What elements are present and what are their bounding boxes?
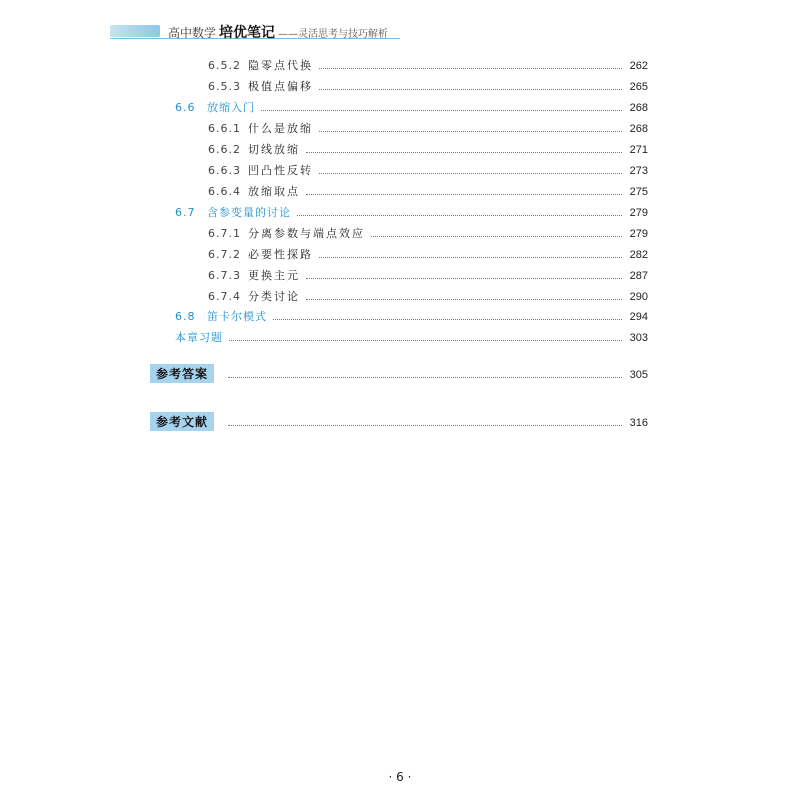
- toc-section-page: 294: [629, 311, 648, 323]
- toc-entry[interactable]: [208, 57, 648, 75]
- toc-section-page: 303: [629, 332, 648, 344]
- toc-entry-number: 6.7.1: [208, 227, 241, 240]
- dot-leader: [319, 257, 622, 258]
- dot-leader: [319, 173, 622, 174]
- toc-entry[interactable]: [208, 267, 648, 285]
- toc-entry-page: 287: [629, 270, 648, 282]
- toc-entry-page: 282: [629, 249, 648, 261]
- toc-entry-title: 凹凸性反转: [248, 164, 313, 177]
- toc-entry-number: 6.6.1: [208, 122, 241, 135]
- dot-leader: [319, 89, 622, 90]
- toc-section[interactable]: [175, 204, 648, 222]
- toc-section-title: 含参变量的讨论: [207, 206, 291, 219]
- toc-entry-number: 6.5.3: [208, 80, 241, 93]
- toc-entry[interactable]: [208, 246, 648, 264]
- toc-entry-page: 275: [629, 186, 648, 198]
- references-title: 参考文献: [150, 412, 214, 431]
- dot-leader: [306, 194, 622, 195]
- toc-entry[interactable]: [208, 225, 648, 243]
- toc-entry-title: 极值点偏移: [248, 80, 313, 93]
- toc-section-exercises[interactable]: [175, 329, 648, 347]
- toc-entry[interactable]: [208, 288, 648, 306]
- toc-entry[interactable]: [208, 120, 648, 138]
- header-title: [168, 22, 388, 42]
- toc-entry-number: 6.5.2: [208, 59, 241, 72]
- toc-entry-title: 隐零点代换: [248, 59, 313, 72]
- toc-entry-title: 分离参数与端点效应: [248, 227, 365, 240]
- toc-entry-title: 什么是放缩: [248, 122, 313, 135]
- dot-leader: [261, 110, 622, 111]
- toc-entry-page: 262: [629, 60, 648, 72]
- header-subject: 高中数学: [168, 26, 217, 40]
- toc-chapter-answers[interactable]: [150, 364, 648, 384]
- dot-leader: [273, 319, 622, 320]
- toc-entry-title: 分类讨论: [248, 290, 300, 303]
- toc-entry-page: 265: [629, 81, 648, 93]
- toc-entry-number: 6.7.2: [208, 248, 241, 261]
- toc-entry-page: 279: [629, 228, 648, 240]
- dot-leader: [228, 425, 622, 426]
- dot-leader: [297, 215, 622, 216]
- dot-leader: [319, 68, 622, 69]
- toc-section-number: 6.6: [175, 101, 196, 114]
- toc-section[interactable]: [175, 308, 648, 326]
- toc-entry-page: 273: [629, 165, 648, 177]
- header-brand: 培优笔记: [219, 25, 276, 41]
- header-subtitle: ——灵活思考与技巧解析: [278, 29, 389, 40]
- toc-section-page: 268: [629, 102, 648, 114]
- answers-title: 参考答案: [150, 364, 214, 383]
- toc-entry[interactable]: [208, 162, 648, 180]
- toc-entry-page: 271: [629, 144, 648, 156]
- toc-entry[interactable]: [208, 183, 648, 201]
- toc-chapter-references[interactable]: [150, 412, 648, 432]
- toc-entry-title: 放缩取点: [248, 185, 300, 198]
- toc-section-number: 6.8: [175, 310, 196, 323]
- running-header: [110, 22, 400, 40]
- toc-entry-number: 6.7.4: [208, 290, 241, 303]
- toc-entry-number: 6.7.3: [208, 269, 241, 282]
- page-number: · 6 ·: [388, 770, 412, 784]
- toc-entry[interactable]: [208, 78, 648, 96]
- dot-leader: [306, 152, 622, 153]
- dot-leader: [371, 236, 622, 237]
- dot-leader: [306, 278, 622, 279]
- toc-entry-page: 268: [629, 123, 648, 135]
- toc-entry[interactable]: [208, 141, 648, 159]
- references-page: 316: [629, 417, 648, 429]
- toc-section-number: 6.7: [175, 206, 196, 219]
- toc-entry-number: 6.6.3: [208, 164, 241, 177]
- toc-entry-number: 6.6.4: [208, 185, 241, 198]
- toc-section[interactable]: [175, 99, 648, 117]
- toc-entry-title: 切线放缩: [248, 143, 300, 156]
- dot-leader: [306, 299, 622, 300]
- toc-section-page: 279: [629, 207, 648, 219]
- toc-entry-title: 必要性探路: [248, 248, 313, 261]
- header-accent-bar: [110, 25, 160, 37]
- toc-section-title: 笛卡尔模式: [207, 310, 267, 323]
- toc-entry-title: 更换主元: [248, 269, 300, 282]
- toc-entry-page: 290: [629, 291, 648, 303]
- dot-leader: [229, 340, 622, 341]
- toc-entry-number: 6.6.2: [208, 143, 241, 156]
- dot-leader: [228, 377, 622, 378]
- toc-section-title: 本章习题: [175, 331, 223, 344]
- dot-leader: [319, 131, 622, 132]
- answers-page: 305: [629, 369, 648, 381]
- toc-section-title: 放缩入门: [207, 101, 255, 114]
